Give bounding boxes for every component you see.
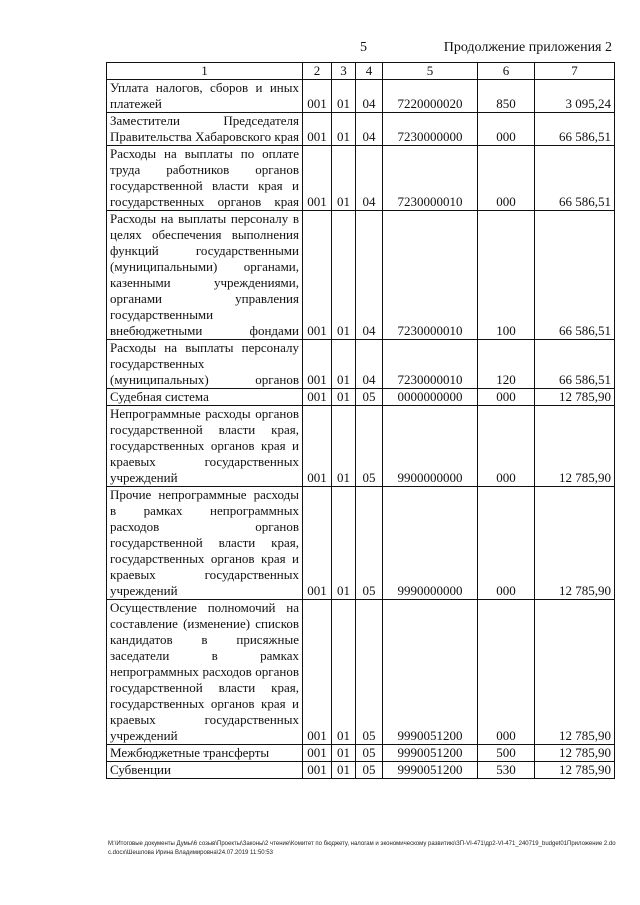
row-code-3: 01 <box>332 745 356 762</box>
row-code-3: 01 <box>332 113 356 146</box>
column-header: 5 <box>383 63 478 80</box>
row-description: Уплата налогов, сборов и иных платежей <box>107 80 303 113</box>
table-row <box>107 113 615 146</box>
row-code-6: 100 <box>478 211 535 340</box>
column-header: 2 <box>303 63 332 80</box>
row-code-5: 7230000010 <box>383 146 478 211</box>
row-description: Расходы на выплаты персоналу в целях обеспечения выполнения функций государственными (муниципальными) органами, казенными учреждениями, органами управления государственными внебюджетными фондами <box>107 211 303 340</box>
row-code-2: 001 <box>303 745 332 762</box>
row-code-2: 001 <box>303 487 332 600</box>
row-amount: 12 785,90 <box>535 406 615 487</box>
row-description: Расходы на выплаты по оплате труда работников органов государственной власти края и государственных органов края <box>107 146 303 211</box>
row-code-6: 000 <box>478 389 535 406</box>
row-code-5: 7230000000 <box>383 113 478 146</box>
row-description: Судебная система <box>107 389 303 406</box>
row-code-5: 9990000000 <box>383 487 478 600</box>
row-code-3: 01 <box>332 762 356 779</box>
column-header: 4 <box>356 63 383 80</box>
row-description: Межбюджетные трансферты <box>107 745 303 762</box>
row-code-6: 530 <box>478 762 535 779</box>
row-description: Заместители Председателя Правительства Хабаровского края <box>107 113 303 146</box>
row-code-4: 04 <box>356 146 383 211</box>
row-code-4: 05 <box>356 762 383 779</box>
row-code-4: 04 <box>356 80 383 113</box>
table-row <box>107 745 615 762</box>
row-code-4: 04 <box>356 113 383 146</box>
column-header: 3 <box>332 63 356 80</box>
row-amount: 66 586,51 <box>535 113 615 146</box>
row-code-3: 01 <box>332 80 356 113</box>
row-code-5: 9990051200 <box>383 762 478 779</box>
row-description: Прочие непрограммные расходы в рамках непрограммных расходов органов государственной власти края, государственных органов края и краевых государственных учреждений <box>107 487 303 600</box>
row-code-4: 05 <box>356 406 383 487</box>
row-description: Осуществление полномочий на составление (изменение) списков кандидатов в присяжные заседатели в рамках непрограммных расходов органов государственной власти края, государственных органов края и краевых государственных учреждений <box>107 600 303 745</box>
row-code-6: 000 <box>478 113 535 146</box>
continuation-title: Продолжение приложения 2 <box>443 40 612 55</box>
row-code-6: 000 <box>478 146 535 211</box>
row-code-5: 0000000000 <box>383 389 478 406</box>
row-code-5: 9900000000 <box>383 406 478 487</box>
row-code-4: 04 <box>356 340 383 389</box>
row-amount: 66 586,51 <box>535 211 615 340</box>
row-amount: 66 586,51 <box>535 340 615 389</box>
row-code-4: 05 <box>356 487 383 600</box>
row-code-2: 001 <box>303 146 332 211</box>
row-code-3: 01 <box>332 389 356 406</box>
table-header-row <box>107 63 615 80</box>
row-code-2: 001 <box>303 211 332 340</box>
page-number: 5 <box>360 40 367 55</box>
row-code-6: 500 <box>478 745 535 762</box>
row-amount: 12 785,90 <box>535 389 615 406</box>
row-code-3: 01 <box>332 211 356 340</box>
row-code-4: 05 <box>356 600 383 745</box>
row-code-2: 001 <box>303 406 332 487</box>
column-header: 6 <box>478 63 535 80</box>
column-header: 1 <box>107 63 303 80</box>
table-row <box>107 80 615 113</box>
row-code-4: 04 <box>356 211 383 340</box>
row-code-2: 001 <box>303 600 332 745</box>
column-header: 7 <box>535 63 615 80</box>
row-code-3: 01 <box>332 146 356 211</box>
row-code-5: 9990051200 <box>383 600 478 745</box>
table-row <box>107 406 615 487</box>
row-code-5: 7230000010 <box>383 211 478 340</box>
row-code-4: 05 <box>356 389 383 406</box>
table-row <box>107 340 615 389</box>
row-code-3: 01 <box>332 600 356 745</box>
budget-table <box>106 62 615 779</box>
table-row <box>107 762 615 779</box>
row-amount: 12 785,90 <box>535 487 615 600</box>
row-amount: 3 095,24 <box>535 80 615 113</box>
table-row <box>107 146 615 211</box>
row-amount: 12 785,90 <box>535 600 615 745</box>
row-description: Непрограммные расходы органов государственной власти края, государственных органов края и краевых государственных учреждений <box>107 406 303 487</box>
row-code-3: 01 <box>332 406 356 487</box>
row-code-2: 001 <box>303 113 332 146</box>
row-code-6: 000 <box>478 487 535 600</box>
table-row <box>107 389 615 406</box>
row-code-4: 05 <box>356 745 383 762</box>
row-amount: 12 785,90 <box>535 762 615 779</box>
row-amount: 12 785,90 <box>535 745 615 762</box>
row-code-2: 001 <box>303 80 332 113</box>
table-row <box>107 600 615 745</box>
row-code-5: 7230000010 <box>383 340 478 389</box>
row-code-5: 9990051200 <box>383 745 478 762</box>
row-code-6: 850 <box>478 80 535 113</box>
row-code-6: 000 <box>478 406 535 487</box>
row-code-2: 001 <box>303 389 332 406</box>
row-description: Расходы на выплаты персоналу государственных (муниципальных) органов <box>107 340 303 389</box>
row-code-6: 000 <box>478 600 535 745</box>
table-row <box>107 211 615 340</box>
file-path-footer: М:\Итоговые документы Думы\6 созыв\Проекты\Законы\2 чтение\Комитет по бюджету, налогам и экономическому развитию\ЗП-VI-471\др2-VI-471_240719_budget01Приложение 2.doc.docx\Шешлова Ирина Владимировна\24.07.2019 11:50:53 <box>108 841 616 856</box>
row-code-3: 01 <box>332 340 356 389</box>
row-code-2: 001 <box>303 762 332 779</box>
row-code-3: 01 <box>332 487 356 600</box>
row-description: Субвенции <box>107 762 303 779</box>
row-code-2: 001 <box>303 340 332 389</box>
table-row <box>107 487 615 600</box>
row-code-6: 120 <box>478 340 535 389</box>
row-code-5: 7220000020 <box>383 80 478 113</box>
row-amount: 66 586,51 <box>535 146 615 211</box>
